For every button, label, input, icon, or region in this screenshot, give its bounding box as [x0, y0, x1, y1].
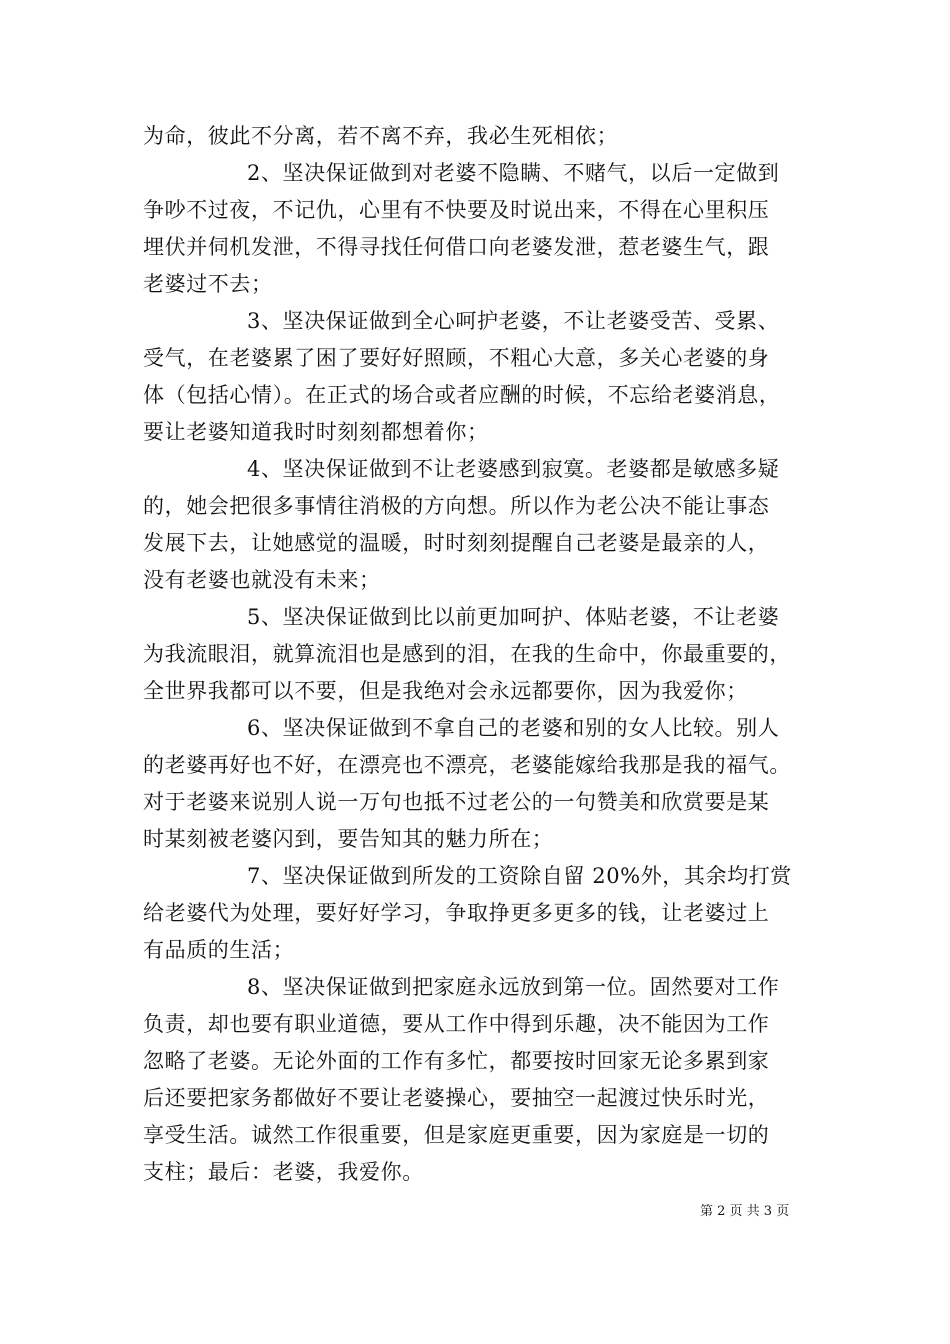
text-line: 负责，却也要有职业道德，要从工作中得到乐趣，决不能因为工作: [143, 1012, 770, 1036]
text-line: 体（包括心情）。在正式的场合或者应酬的时候，不忘给老婆消息，: [143, 383, 781, 407]
text-line: 发展下去，让她感觉的温暖，时时刻刻提醒自己老婆是最亲的人，: [143, 531, 770, 555]
text-line: 的，她会把很多事情往消极的方向想。所以作为老公决不能让事态: [143, 494, 770, 518]
text-line: 8、坚决保证做到把家庭永远放到第一位。固然要对工作: [247, 975, 780, 999]
text-line: 受气，在老婆累了困了要好好照顾，不粗心大意，多关心老婆的身: [143, 346, 770, 370]
text-line: 2、坚决保证做到对老婆不隐瞒、不赌气，以后一定做到: [247, 161, 780, 185]
text-line: 5、坚决保证做到比以前更加呵护、体贴老婆，不让老婆: [247, 605, 780, 629]
text-line: 要让老婆知道我时时刻刻都想着你；: [143, 420, 489, 444]
text-line: 3、坚决保证做到全心呵护老婆，不让老婆受苦、受累、: [247, 309, 780, 333]
text-line: 忽略了老婆。无论外面的工作有多忙，都要按时回家无论多累到家: [143, 1049, 770, 1073]
text-line: 享受生活。诚然工作很重要，但是家庭更重要，因为家庭是一切的: [143, 1123, 770, 1147]
text-line: 对于老婆来说别人说一万句也抵不过老公的一句赞美和欣赏要是某: [143, 790, 770, 814]
text-line: 的老婆再好也不好，在漂亮也不漂亮，老婆能嫁给我那是我的福气。: [143, 753, 791, 777]
text-line: 埋伏并伺机发泄，不得寻找任何借口向老婆发泄，惹老婆生气，跟: [143, 235, 770, 259]
text-line: 6、坚决保证做到不拿自己的老婆和别的女人比较。别人: [247, 716, 780, 740]
text-line: 有品质的生活；: [143, 938, 295, 962]
text-line: 没有老婆也就没有未来；: [143, 568, 381, 592]
text-line: 老婆过不去；: [143, 272, 273, 296]
text-line: 争吵不过夜，不记仇，心里有不快要及时说出来，不得在心里积压: [143, 198, 770, 222]
text-line: 支柱；最后：老婆，我爱你。: [143, 1160, 424, 1184]
text-line: 7、坚决保证做到所发的工资除自留 20%外，其余均打赏: [247, 864, 792, 888]
text-line: 后还要把家务都做好不要让老婆操心，要抽空一起渡过快乐时光，: [143, 1086, 770, 1110]
text-line: 全世界我都可以不要，但是我绝对会永远都要你，因为我爱你；: [143, 679, 748, 703]
text-line: 给老婆代为处理，要好好学习，争取挣更多更多的钱，让老婆过上: [143, 901, 770, 925]
page-number: 第 2 页 共 3 页: [700, 1204, 790, 1219]
text-line: 时某刻被老婆闪到，要告知其的魅力所在；: [143, 827, 554, 851]
text-line: 为命，彼此不分离，若不离不弃，我必生死相依；: [143, 124, 619, 148]
text-line: 4、坚决保证做到不让老婆感到寂寞。老婆都是敏感多疑: [247, 457, 780, 481]
text-line: 为我流眼泪，就算流泪也是感到的泪，在我的生命中，你最重要的，: [143, 642, 791, 666]
